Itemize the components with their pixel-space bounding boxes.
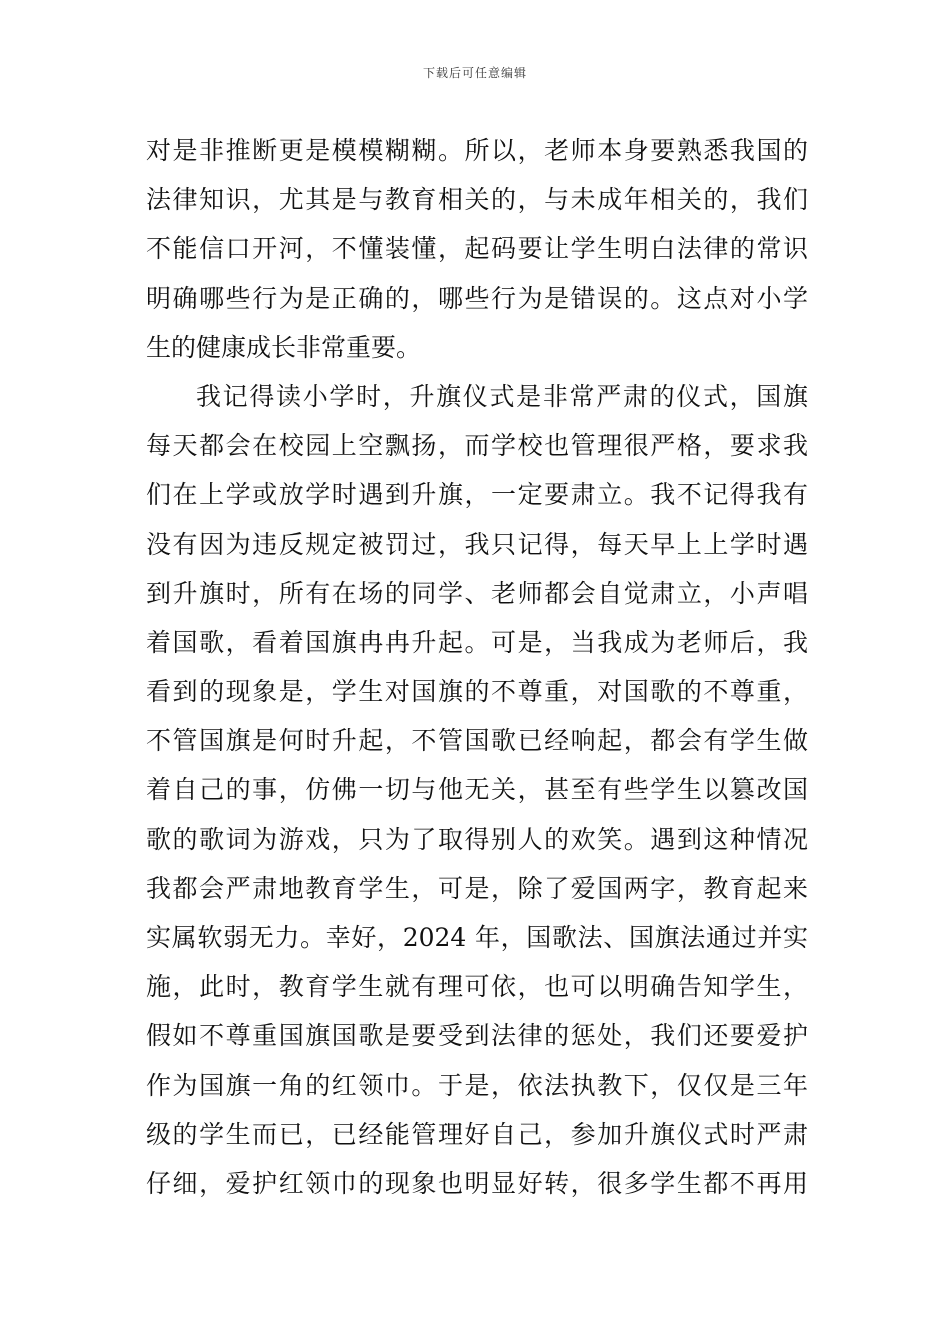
text-line: 每天都会在校园上空飘扬，而学校也管理很严格，要求我: [146, 431, 808, 461]
text-line: 作为国旗一角的红领巾。于是，依法执教下，仅仅是三年: [146, 1070, 808, 1100]
text-line: 着自己的事，仿佛一切与他无关，甚至有些学生以篡改国: [146, 775, 808, 805]
text-line: 级的学生而已，已经能管理好自己，参加升旗仪式时严肃: [146, 1119, 808, 1149]
text-line: 们在上学或放学时遇到升旗，一定要肃立。我不记得我有: [146, 480, 808, 510]
text-line: 看到的现象是，学生对国旗的不尊重，对国歌的不尊重，: [146, 677, 808, 707]
text-line: 着国歌，看着国旗冉冉升起。可是，当我成为老师后，我: [146, 627, 808, 657]
text-line: 我都会严肃地教育学生，可是，除了爱国两字，教育起来: [146, 873, 808, 903]
paragraph: [146, 126, 808, 372]
text-line: 不管国旗是何时升起，不管国歌已经响起，都会有学生做: [146, 726, 808, 756]
page-header: 下载后可任意编辑: [422, 66, 527, 80]
paragraph: [146, 372, 808, 1208]
document-body: [146, 126, 808, 1208]
text-line: 歌的歌词为游戏，只为了取得别人的欢笑。遇到这种情况: [146, 824, 808, 854]
text-line: 假如不尊重国旗国歌是要受到法律的惩处，我们还要爱护: [146, 1021, 808, 1051]
text-line: 法律知识，尤其是与教育相关的，与未成年相关的，我们: [146, 185, 808, 215]
text-line: 仔细，爱护红领巾的现象也明显好转，很多学生都不再用: [146, 1168, 808, 1198]
text-line: 明确哪些行为是正确的，哪些行为是错误的。这点对小学: [146, 283, 808, 313]
text-line: 生的健康成长非常重要。: [146, 332, 422, 362]
text-line: 施，此时，教育学生就有理可依，也可以明确告知学生，: [146, 972, 808, 1002]
text-line: 我记得读小学时，升旗仪式是非常严肃的仪式，国旗: [196, 381, 808, 411]
text-line: 对是非推断更是模模糊糊。所以，老师本身要熟悉我国的: [146, 136, 808, 165]
text-line: 不能信口开河，不懂装懂，起码要让学生明白法律的常识: [146, 234, 808, 264]
text-line: 到升旗时，所有在场的同学、老师都会自觉肃立，小声唱: [146, 578, 808, 608]
text-line: 实属软弱无力。幸好，2024 年，国歌法、国旗法通过并实: [146, 923, 808, 952]
text-line: 没有因为违反规定被罚过，我只记得，每天早上上学时遇: [146, 529, 808, 559]
